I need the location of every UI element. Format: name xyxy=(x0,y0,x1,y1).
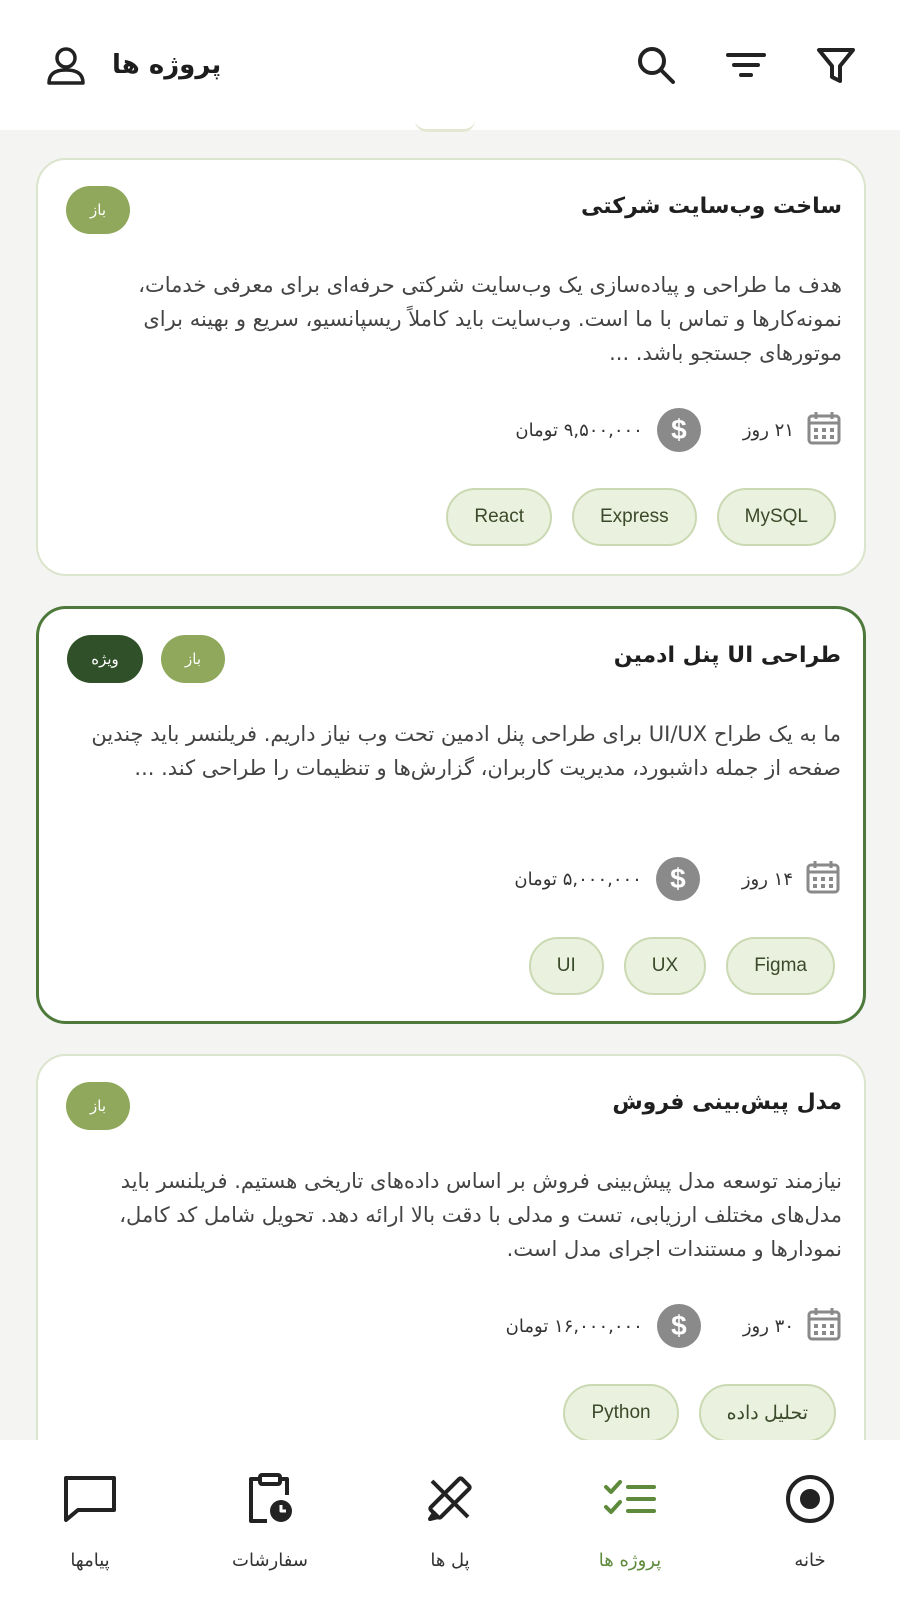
nav-item-home[interactable] xyxy=(730,1474,890,1571)
skill-tag[interactable]: Python xyxy=(563,1384,678,1440)
project-duration: ۱۴ روز xyxy=(741,868,793,890)
dollar-icon: $ xyxy=(657,1304,701,1348)
nav-item-projects[interactable] xyxy=(550,1474,710,1571)
project-duration: ۳۰ روز xyxy=(742,1315,794,1337)
nav-item-orders[interactable] xyxy=(190,1474,350,1571)
skill-tag[interactable]: UX xyxy=(624,937,706,995)
nav-label: پروژه ها xyxy=(598,1550,662,1571)
featured-badge: ویژه xyxy=(67,635,143,683)
project-duration: ۲۱ روز xyxy=(742,419,794,441)
nav-label: پل ها xyxy=(430,1550,470,1571)
skill-tag[interactable]: تحلیل داده xyxy=(699,1384,836,1440)
pencil-ruler-icon xyxy=(424,1474,476,1524)
project-budget: ۱۶,۰۰۰,۰۰۰ تومان xyxy=(505,1315,643,1337)
page-title: پروژه ها xyxy=(112,50,222,80)
project-budget: ۹,۵۰۰,۰۰۰ تومان xyxy=(515,419,643,441)
dollar-icon: $ xyxy=(656,857,700,901)
checklist-icon xyxy=(602,1474,658,1524)
skill-tag[interactable]: Figma xyxy=(726,937,835,995)
nav-item-bridges[interactable] xyxy=(370,1474,530,1571)
calendar-icon xyxy=(805,859,841,900)
nav-item-messages[interactable] xyxy=(10,1474,170,1571)
nav-label: سفارشات xyxy=(232,1550,308,1571)
skill-tag[interactable]: React xyxy=(446,488,552,546)
project-description: نیازمند توسعه مدل پیش‌بینی فروش بر اساس داده‌های تاریخی هستیم. فریلنسر باید مدل‌های مختلف ارزیابی، تست و مدلی با دقت بالا ارائه دهد. تحویل شامل کد کامل، نمودارها و مستندات اجرای مدل است. xyxy=(119,1169,842,1261)
project-budget: ۵,۰۰۰,۰۰۰ تومان xyxy=(514,868,642,890)
user-icon[interactable] xyxy=(40,39,92,91)
status-badge: باز xyxy=(161,635,225,683)
filter-icon[interactable] xyxy=(810,39,862,91)
skill-tag[interactable]: MySQL xyxy=(717,488,836,546)
project-list[interactable] xyxy=(0,130,900,1440)
project-title: ساخت وب‌سایت شرکتی xyxy=(581,194,842,219)
project-card[interactable] xyxy=(36,1054,866,1440)
skill-tag[interactable]: UI xyxy=(529,937,604,995)
calendar-icon xyxy=(806,1306,842,1347)
project-title: طراحی UI پنل ادمین xyxy=(613,643,841,668)
sort-icon[interactable] xyxy=(720,39,772,91)
nav-label: پیامها xyxy=(70,1550,110,1571)
project-description: هدف ما طراحی و پیاده‌سازی یک وب‌سایت شرکتی حرفه‌ای برای معرفی خدمات، نمونه‌کارها و تماس با ما است. وب‌سایت باید کاملاً ریسپانسیو، سریع و بهینه برای موتورهای جستجو باشد. ... xyxy=(138,273,842,365)
project-title: مدل پیش‌بینی فروش xyxy=(612,1090,842,1115)
dollar-icon: $ xyxy=(657,408,701,452)
home-target-icon xyxy=(784,1474,836,1524)
skill-tag[interactable]: Express xyxy=(572,488,697,546)
search-icon[interactable] xyxy=(630,39,682,91)
calendar-icon xyxy=(806,410,842,451)
nav-label: خانه xyxy=(794,1550,826,1571)
top-app-bar xyxy=(0,0,900,130)
chat-icon xyxy=(62,1474,118,1524)
project-description: ما به یک طراح UI/UX برای طراحی پنل ادمین تحت وب نیاز داریم. فریلنسر باید چندین صفحه از جمله داشبورد، مدیریت کاربران، گزارش‌ها و تنظیمات را طراحی کند. ... xyxy=(91,722,841,780)
status-badge: باز xyxy=(66,186,130,234)
clipboard-clock-icon xyxy=(245,1474,295,1524)
status-badge: باز xyxy=(66,1082,130,1130)
bottom-navigation xyxy=(0,1440,900,1600)
project-card[interactable] xyxy=(36,158,866,576)
project-card-featured[interactable] xyxy=(36,606,866,1024)
